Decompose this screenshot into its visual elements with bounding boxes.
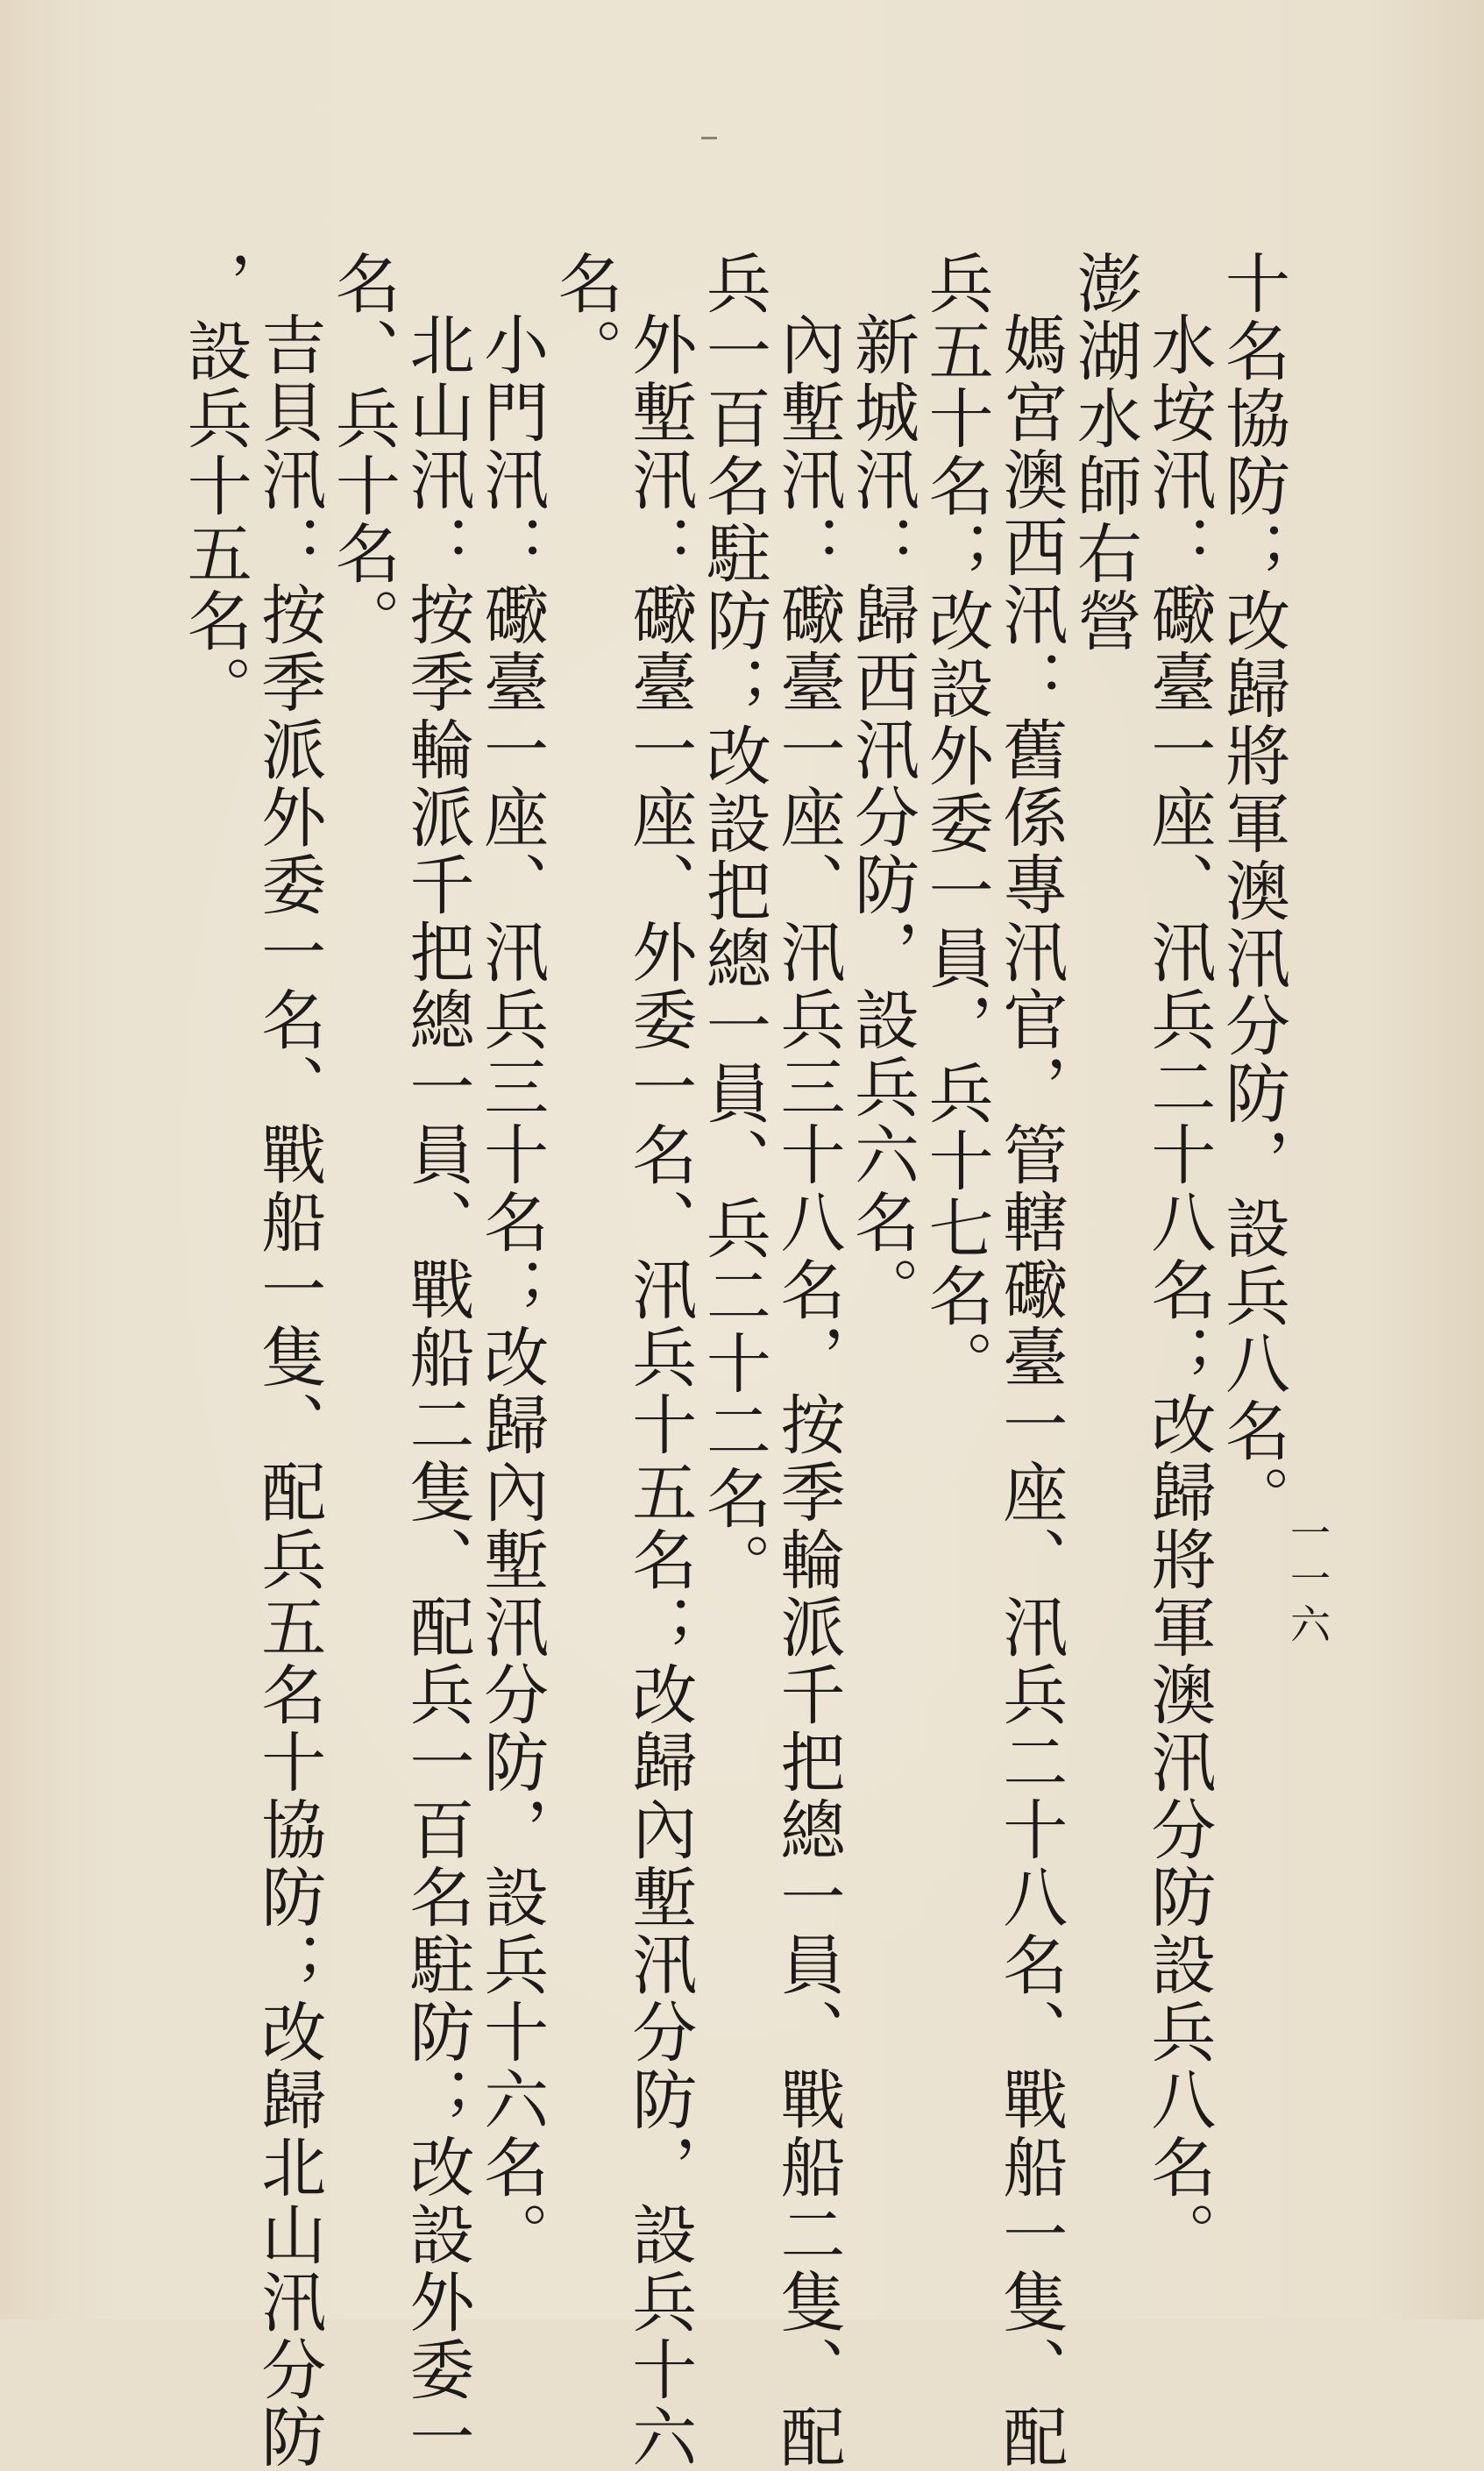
text-column: 北山汛：按季輪派千把總一員、戰船二隻、配兵一百名駐防；改設外委一 <box>399 311 475 2471</box>
text-column: 兵一百名駐防；改設把總一員、兵二十二名。 <box>695 250 771 1600</box>
text-column: 外塹汛：礮臺一座、外委一名、汛兵十五名；改歸內塹汛分防，設兵十六 <box>621 311 698 2471</box>
text-column: 媽宮澳西汛：舊係專汛官，管轄礮臺一座、汛兵二十八名、戰船一隻、配 <box>992 311 1069 2471</box>
text-column: 兵五十名；改設外委一員，兵十七名。 <box>918 250 994 1397</box>
section-heading: 澎湖水師右營 <box>1066 250 1142 655</box>
text-column: ，設兵十五名。 <box>176 250 252 722</box>
text-column: 小門汛：礮臺一座、汛兵三十名；改歸內塹汛分防，設兵十六名。 <box>473 311 550 2269</box>
text-column: 新城汛：歸西汛分防，設兵六名。 <box>844 311 920 1324</box>
text-column: 名。 <box>547 250 623 385</box>
page-number: 一一六 <box>1284 1512 1331 1649</box>
text-column: 水垵汛：礮臺一座、汛兵二十八名；改歸將軍澳汛分防設兵八名。 <box>1140 311 1217 2269</box>
text-column: 內塹汛：礮臺一座、汛兵三十八名，按季輪派千把總一員、戰船二隻、配 <box>770 311 846 2471</box>
text-column: 吉貝汛：按季派外委一名、戰船一隻、配兵五名十協防；改歸北山汛分防 <box>251 311 327 2471</box>
body-text <box>176 0 1290 2471</box>
text-column: 十名協防；改歸將軍澳汛分防，設兵八名。 <box>1215 250 1290 1532</box>
text-column: 名、兵十名。 <box>324 250 401 655</box>
